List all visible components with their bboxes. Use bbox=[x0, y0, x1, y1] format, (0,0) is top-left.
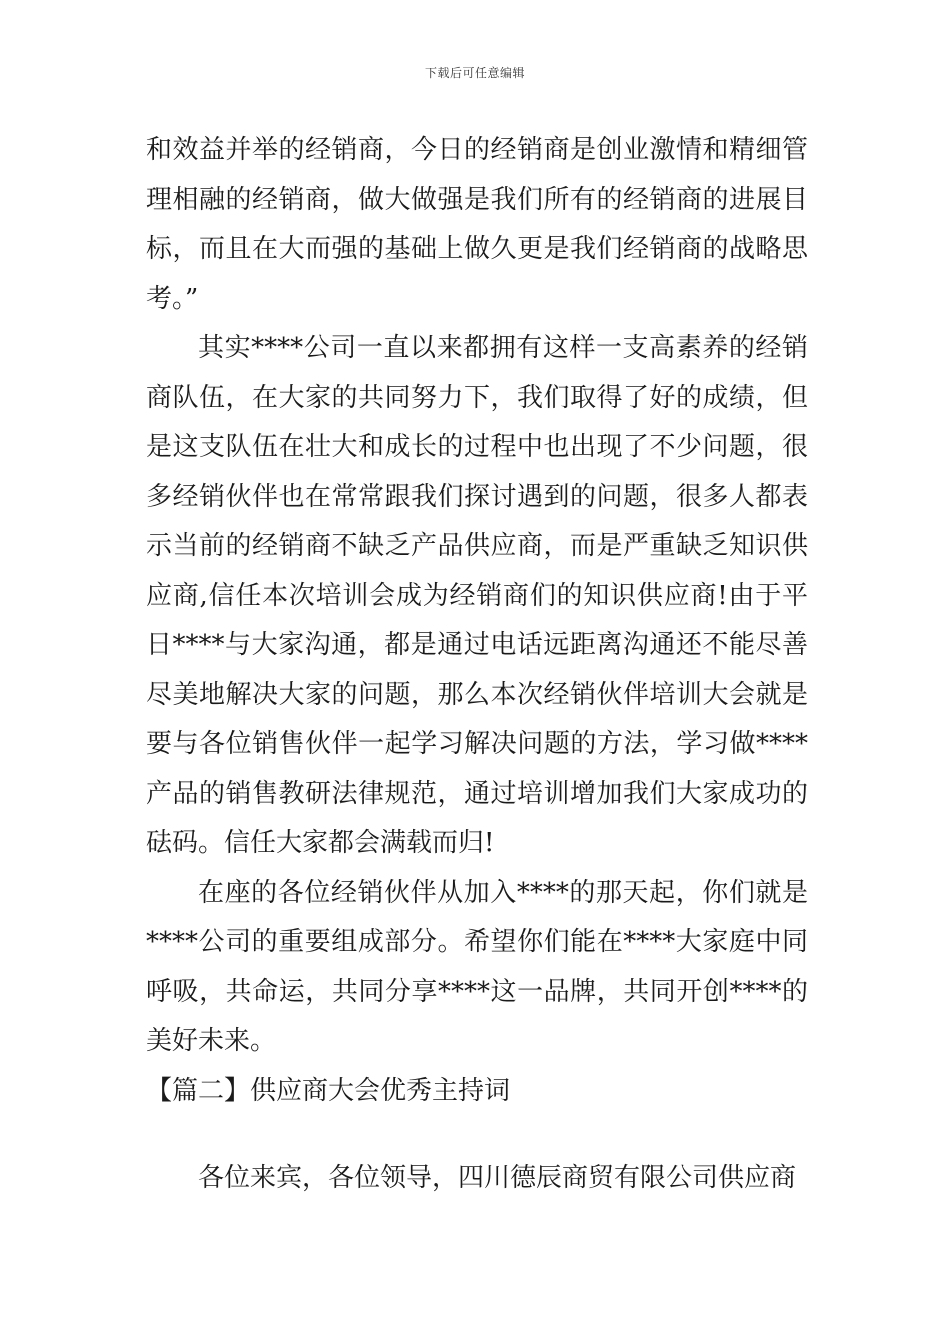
paragraph-closing: 在座的各位经销伙伴从加入****的那天起，你们就是****公司的重要组成部分。希望你们能在****大家庭中同呼吸，共命运，共同分享****这一品牌，共同开创****的美好未来。 bbox=[146, 877, 808, 1056]
header-note: 下载后可任意编辑 bbox=[424, 66, 525, 80]
paragraph-opening: 各位来宾，各位领导，四川德辰商贸有限公司供应商 bbox=[198, 1163, 797, 1193]
paragraph-training: 其实****公司一直以来都拥有这样一支高素养的经销商队伍，在大家的共同努力下，我们取得了好的成绩，但是这支队伍在壮大和成长的过程中也出现了不少问题，很多经销伙伴也在常常跟我们探讨遇到的问题，很多人都表示当前的经销商不缺乏产品供应商，而是严重缺乏知识供应商,信任本次培训会成为经销商们的知识供应商!由于平日****与大家沟通，都是通过电话远距离沟通还不能尽善尽美地解决大家的问题，那么本次经销伙伴培训大会就是要与各位销售伙伴一起学习解决问题的方法，学习做****产品的销售教研法律规范，通过培训增加我们大家成功的砝码。信任大家都会满载而归! bbox=[146, 333, 808, 858]
document-body bbox=[146, 126, 808, 1204]
spacer bbox=[146, 1116, 808, 1154]
paragraph-continued: 和效益并举的经销商，今日的经销商是创业激情和精细管理相融的经销商，做大做强是我们所有的经销商的进展目标，而且在大而强的基础上做久更是我们经销商的战略思考。” bbox=[146, 135, 808, 314]
section-title: 【篇二】供应商大会优秀主持词 bbox=[146, 1075, 511, 1106]
